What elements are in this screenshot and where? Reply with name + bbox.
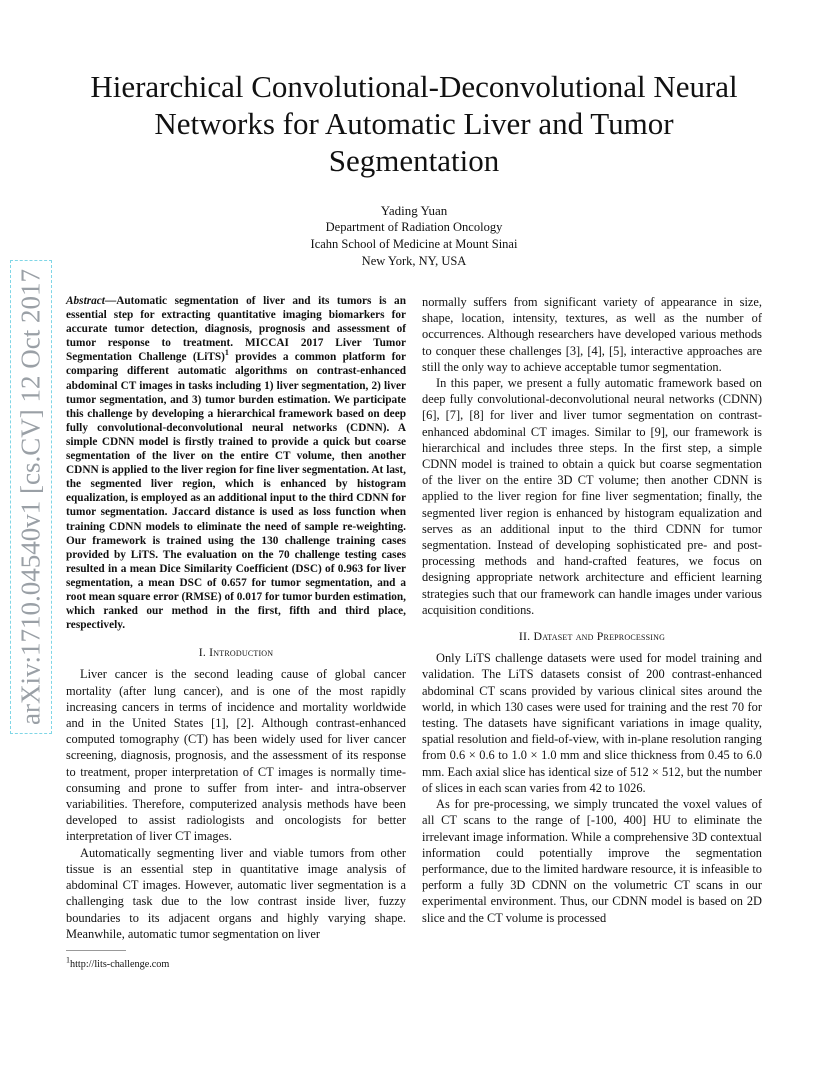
author-block (214, 202, 614, 270)
dataset-paragraph-1: Only LiTS challenge datasets were used for model training and validation. The LiTS datasets consist of 200 contrast-enhanced abdominal CT scans provided by various clinical sites around the world, in which 130 cases were used for training and the rest 70 for testing. The datasets have significant variations in image quality, spatial resolution and field-of-view, with in-plane resolution ranging from 0.6 × 0.6 to 1.0 × 1.0 mm and slice thickness from 0.45 to 6.0 mm. Each axial slice has identical size of 512 × 512, but the number of slices in each scan varies from 42 to 1026. (422, 651, 762, 795)
footnote-mark: 1 (66, 955, 70, 965)
footnote (66, 955, 406, 971)
intro-paragraph-3: normally suffers from significant variety of appearance in size, shape, location, intensity, textures, as well as the number of occurrences. Although researchers have developed various methods to conquer these challenges [3], [4], [5], interactive approaches are still the only way to achieve acceptable tumor segmentation. (422, 295, 762, 374)
title-line-2: Networks for Automatic Liver and Tumor (154, 106, 674, 141)
footnote-rule (66, 950, 126, 951)
intro-paragraph-4: In this paper, we present a fully automatic framework based on deep fully convolutional-deconvolutional neural networks (CDNN) [6], [7], [8] for liver and liver tumor segmentation on contrast-enhanced abdominal CT images. Similar to [9], our framework is hierarchical and includes three steps. In the first step, a simple CDNN model is trained to obtain a quick but coarse segmentation of the liver on the entire 3D CT volume; then another CDNN is applied to the liver region for fine liver segmentation; finally, the segmented liver region is enhanced by histogram equalization and serves as an additional input to the third CDNN for tumor segmentation. Instead of developing sophisticated pre- and post-processing methods and hand-crafted features, we focus on designing appropriate network architecture and efficient learning strategies such that our framework can handle images under various acquisition conditions. (422, 376, 762, 617)
abstract (66, 294, 406, 632)
title-line-3: Segmentation (328, 143, 500, 178)
affiliation-institution: Icahn School of Medicine at Mount Sinai (310, 237, 518, 251)
section-2-title: Dataset and Preprocessing (533, 629, 666, 644)
section-2-heading (422, 628, 762, 644)
affiliation-location: New York, NY, USA (361, 254, 467, 268)
section-2-number: II. (518, 629, 534, 644)
right-column (422, 294, 762, 926)
left-column (66, 294, 406, 942)
arxiv-id-stamp: arXiv:1710.04540v1 [cs.CV] 12 Oct 2017 (15, 269, 46, 725)
section-1-title: Introduction (209, 645, 274, 660)
abstract-text-1: —Automatic segmentation of liver and its tumors is an essential step for extracting quantitative imaging biomarkers for accurate tumor detection, diagnosis, prognosis and assessment of tumor response to treatment. MICCAI 2017 Liver Tumor Segmentation Challenge (LiTS) (66, 295, 406, 364)
section-1-heading (66, 644, 406, 660)
section-1-number: I. (198, 645, 210, 660)
intro-paragraph-1: Liver cancer is the second leading cause of global cancer mortality (after lung cancer), and is one of the most rapidly increasing cancers in terms of incidence and mortality worldwide and in the United States [1], [2]. Although contrast-enhanced computed tomography (CT) has been widely used for liver cancer screening, diagnosis, prognosis, and the assessment of its response to treatment, proper interpretation of CT images is normally time-consuming and prone to suffer from inter- and intra-observer variabilities. Therefore, computerized analysis methods have been developed to assist radiologists and oncologists for better interpretation of liver CT images. (66, 667, 406, 844)
dataset-paragraph-2: As for pre-processing, we simply truncated the voxel values of all CT scans to the range of [-100, 400] HU to eliminate the irrelevant image information. While a comprehensive 3D contextual information could potentially improve the segmentation performance, due to the limited hardware resource, it is infeasible to perform a fully 3D CDNN on the volumetric CT scans in our experimental environment. Thus, our CDNN model is based on 2D slice and the CT volume is processed (422, 797, 762, 925)
abstract-text-2: provides a common platform for comparing different automatic algorithms on contrast-enhanced abdominal CT images in tasks including 1) liver segmentation, 2) liver tumor segmentation, and 3) tumor burden estimation. We participate this challenge by developing a hierarchical framework based on deep fully convolutional-deconvolutional neural networks (CDNN). A simple CDNN model is firstly trained to provide a quick but coarse segmentation of the liver on the entire CT volume, then another CDNN is applied to the liver region for fine liver segmentation. At last, the segmented liver region, which is enhanced by histogram equalization, is employed as an additional input to the third CDNN for tumor segmentation. Jaccard distance is used as loss function when training CDNN models to eliminate the need of sample re-weighting. Our framework is trained using the 130 challenge training cases provided by LiTS. The evaluation on the 70 challenge testing cases resulted in a mean Dice Similarity Coefficient (DSC) of 0.963 for liver segmentation, a mean DSC of 0.657 for tumor segmentation, and a root mean square error (RMSE) of 0.017 for tumor burden estimation, which ranked our method in the first, fifth and third place, respectively. (66, 351, 406, 632)
title-line-1: Hierarchical Convolutional-Deconvolutional Neural (90, 69, 738, 104)
intro-paragraph-2: Automatically segmenting liver and viable tumors from other tissue is an essential step in quantitative image analysis of abdominal CT images. However, automatic liver segmentation is a challenging task due to the low contrast inside liver, fuzzy boundaries to its adjacent organs and highly varying shape. Meanwhile, automatic tumor segmentation on liver (66, 845, 406, 941)
paper-title (60, 68, 768, 179)
affiliation-department: Department of Radiation Oncology (325, 220, 503, 234)
abstract-heading: Abstract (66, 295, 105, 307)
abstract-footnote-ref: 1 (224, 348, 229, 358)
author-name: Yading Yuan (380, 203, 448, 218)
arxiv-sidebar (8, 258, 54, 736)
footnote-text: http://lits-challenge.com (70, 959, 170, 970)
